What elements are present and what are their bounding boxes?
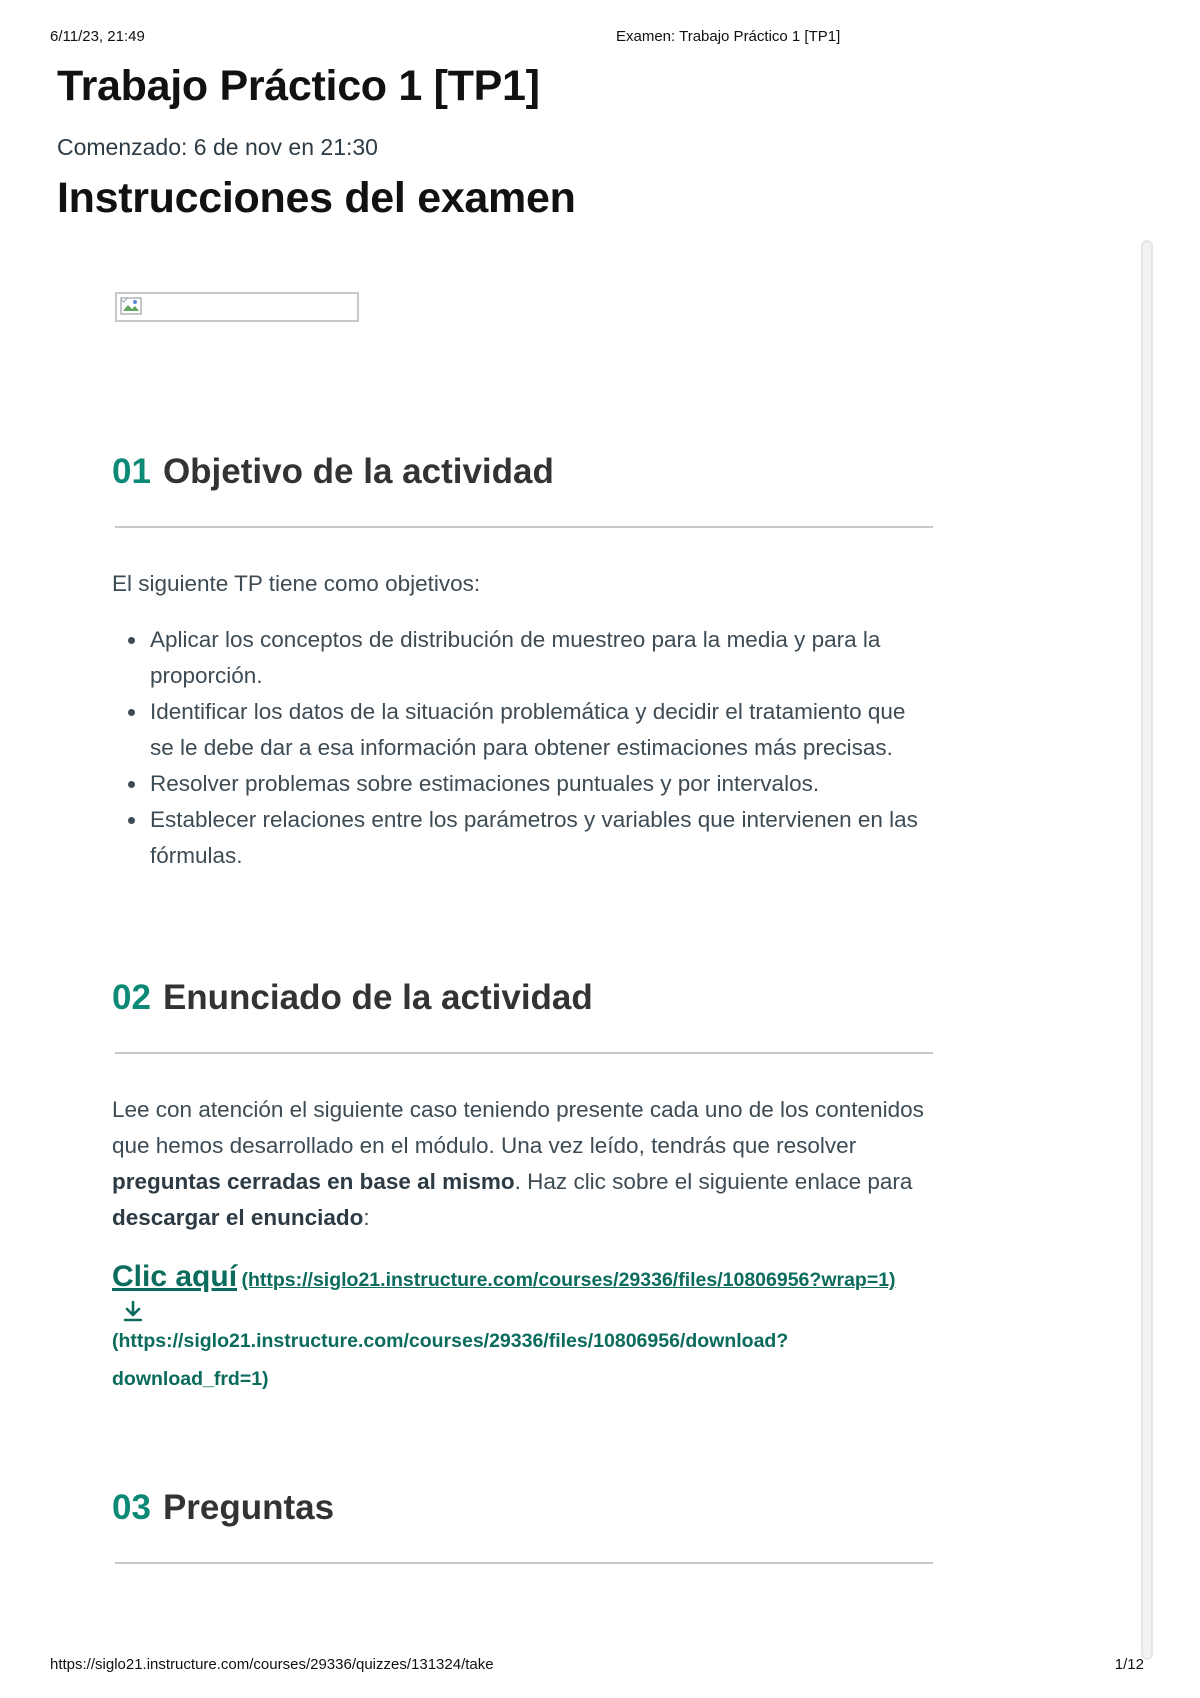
instructions-scrollbar[interactable]	[1141, 240, 1153, 1660]
section-divider	[115, 526, 933, 528]
list-item	[112, 694, 932, 766]
section-02-number: 02	[112, 978, 151, 1017]
section-01-number: 01	[112, 452, 151, 491]
section-01-heading	[112, 452, 554, 492]
bullet-dot	[128, 781, 135, 788]
objectives-list	[112, 622, 932, 874]
section-02-heading	[112, 978, 593, 1018]
banner-image	[115, 292, 359, 322]
statement-text-2: . Haz clic sobre el siguiente enlace para	[514, 1169, 913, 1194]
broken-image-icon	[120, 297, 142, 315]
download-url-link[interactable]: (https://siglo21.instructure.com/courses/29336/files/10806956/download?download_frd=1)	[112, 1330, 789, 1390]
bullet-dot	[128, 817, 135, 824]
section-01-title: Objetivo de la actividad	[162, 452, 554, 491]
print-date: 6/11/23, 21:49	[50, 28, 145, 45]
list-item	[112, 622, 932, 694]
section-divider	[115, 1562, 933, 1564]
statement-text-1: Lee con atención el siguiente caso teniendo presente cada uno de los contenidos que hemos desarrollado en el módulo. Una vez leído, tendrás que resolver	[112, 1097, 924, 1158]
bullet-dot	[128, 709, 135, 716]
bullet-dot	[128, 637, 135, 644]
print-footer	[50, 1656, 1150, 1676]
started-timestamp: Comenzado: 6 de nov en 21:30	[57, 134, 378, 160]
objective-text: Identificar los datos de la situación problemática y decidir el tratamiento que se le debe dar a esa información para obtener estimaciones más precisas.	[150, 699, 906, 760]
list-item	[112, 802, 932, 874]
section-03-title: Preguntas	[162, 1488, 335, 1527]
objective-text: Resolver problemas sobre estimaciones puntuales y por intervalos.	[150, 771, 820, 796]
statement-bold-1: preguntas cerradas en base al mismo	[112, 1169, 515, 1194]
instructions-title: Instrucciones del examen	[57, 174, 576, 222]
statement-text-3: :	[363, 1205, 370, 1230]
section-03-number: 03	[112, 1488, 151, 1527]
section-02-title: Enunciado de la actividad	[162, 978, 593, 1017]
objective-text: Aplicar los conceptos de distribución de muestreo para la media y para la proporción.	[150, 627, 881, 688]
page-title: Trabajo Práctico 1 [TP1]	[57, 62, 540, 110]
statement-bold-2: descargar el enunciado	[112, 1205, 364, 1230]
list-item	[112, 766, 932, 802]
scrollbar-thumb[interactable]	[1143, 242, 1151, 1658]
objectives-intro: El siguiente TP tiene como objetivos:	[112, 571, 481, 596]
page-number: 1/12	[1114, 1656, 1144, 1673]
file-url-link[interactable]: (https://siglo21.instructure.com/courses/29336/files/10806956?wrap=1)	[241, 1269, 896, 1291]
download-link-block	[112, 1260, 932, 1398]
statement-paragraph	[112, 1092, 932, 1236]
section-03-heading	[112, 1488, 334, 1528]
objective-text: Establecer relaciones entre los parámetros y variables que intervienen en las fórmulas.	[150, 807, 918, 868]
print-doc-title: Examen: Trabajo Práctico 1 [TP1]	[616, 28, 841, 45]
print-footer-url: https://siglo21.instructure.com/courses/29336/quizzes/131324/take	[50, 1656, 494, 1673]
print-header	[50, 28, 1150, 48]
section-divider	[115, 1052, 933, 1054]
download-icon[interactable]	[120, 1299, 146, 1323]
clic-aqui-link[interactable]: Clic aquí	[112, 1260, 238, 1293]
